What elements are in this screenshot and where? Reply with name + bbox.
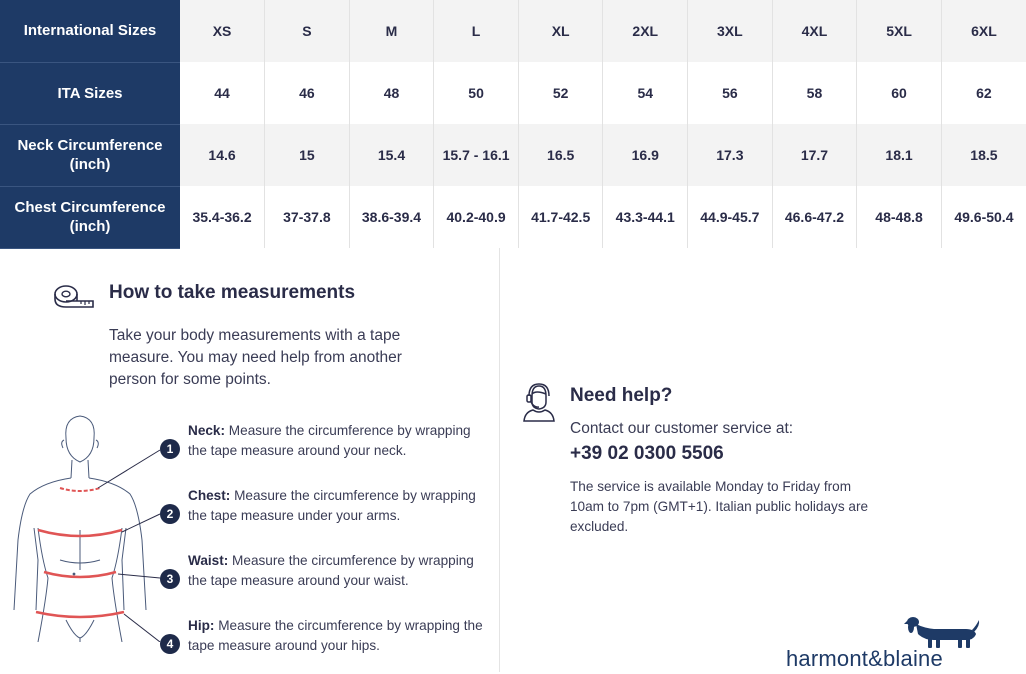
step-name: Hip: bbox=[188, 618, 215, 633]
table-cell: 44 bbox=[180, 62, 265, 124]
customer-service-agent-icon bbox=[522, 382, 556, 422]
table-cell: 4XL bbox=[772, 0, 857, 62]
brand-logo-text[interactable]: harmont&blaine bbox=[786, 646, 943, 671]
table-cell: 35.4-36.2 bbox=[180, 186, 265, 248]
measurement-step bbox=[188, 616, 488, 656]
table-cell: 60 bbox=[857, 62, 942, 124]
table-row bbox=[0, 62, 1026, 124]
measurements-intro: Take your body measurements with a tape measure. You may need help from another person for some points. bbox=[109, 327, 402, 388]
size-table bbox=[0, 0, 1026, 249]
table-cell: 41.7-42.5 bbox=[518, 186, 603, 248]
table-cell: 56 bbox=[688, 62, 773, 124]
table-cell: 17.7 bbox=[772, 124, 857, 186]
step-description: Measure the circumference by wrapping the tape measure under your arms. bbox=[188, 488, 476, 523]
table-cell: 15.7 - 16.1 bbox=[434, 124, 519, 186]
section-divider bbox=[499, 248, 500, 672]
step-number-badge: 3 bbox=[160, 569, 180, 589]
table-cell: L bbox=[434, 0, 519, 62]
step-name: Neck: bbox=[188, 423, 226, 438]
table-cell: 50 bbox=[434, 62, 519, 124]
table-cell: 2XL bbox=[603, 0, 688, 62]
step-name: Chest: bbox=[188, 488, 231, 503]
table-cell: 16.5 bbox=[518, 124, 603, 186]
table-cell: 44.9-45.7 bbox=[688, 186, 773, 248]
table-cell: XS bbox=[180, 0, 265, 62]
measurements-title: How to take measurements bbox=[109, 282, 356, 303]
table-cell: 38.6-39.4 bbox=[349, 186, 434, 248]
table-row bbox=[0, 186, 1026, 248]
service-hours-text: The service is available Monday to Friday from 10am to 7pm (GMT+1). Italian public holidays are excluded. bbox=[570, 479, 869, 534]
step-description: Measure the circumference by wrapping the tape measure around your neck. bbox=[188, 423, 471, 458]
step-name: Waist: bbox=[188, 553, 229, 568]
table-cell: 6XL bbox=[941, 0, 1026, 62]
row-header: ITA Sizes bbox=[0, 62, 180, 124]
table-cell: 14.6 bbox=[180, 124, 265, 186]
table-cell: 46.6-47.2 bbox=[772, 186, 857, 248]
phone-number-link[interactable]: +39 02 0300 5506 bbox=[570, 443, 724, 464]
table-cell: 58 bbox=[772, 62, 857, 124]
measurement-step bbox=[188, 421, 488, 461]
step-description: Measure the circumference by wrapping the tape measure around your waist. bbox=[188, 553, 474, 588]
help-contact-text: Contact our customer service at: bbox=[570, 420, 794, 437]
measurement-step bbox=[188, 551, 488, 591]
table-cell: 5XL bbox=[857, 0, 942, 62]
row-header: Chest Circumference (inch) bbox=[0, 186, 180, 248]
table-cell: 16.9 bbox=[603, 124, 688, 186]
step-number-badge: 1 bbox=[160, 439, 180, 459]
row-header: International Sizes bbox=[0, 0, 180, 62]
table-cell: 49.6-50.4 bbox=[941, 186, 1026, 248]
table-cell: S bbox=[265, 0, 350, 62]
measurement-step bbox=[188, 486, 488, 526]
table-cell: 37-37.8 bbox=[265, 186, 350, 248]
help-title: Need help? bbox=[570, 385, 673, 406]
step-number-badge: 2 bbox=[160, 504, 180, 524]
table-cell: 17.3 bbox=[688, 124, 773, 186]
row-header: Neck Circumference (inch) bbox=[0, 124, 180, 186]
table-row bbox=[0, 124, 1026, 186]
table-cell: 43.3-44.1 bbox=[603, 186, 688, 248]
table-cell: 48-48.8 bbox=[857, 186, 942, 248]
tape-measure-icon bbox=[53, 283, 95, 309]
table-cell: 3XL bbox=[688, 0, 773, 62]
table-cell: XL bbox=[518, 0, 603, 62]
table-cell: 15.4 bbox=[349, 124, 434, 186]
table-cell: 48 bbox=[349, 62, 434, 124]
table-cell: 54 bbox=[603, 62, 688, 124]
step-description: Measure the circumference by wrapping the tape measure around your hips. bbox=[188, 618, 483, 653]
step-number-badge: 4 bbox=[160, 634, 180, 654]
table-cell: 62 bbox=[941, 62, 1026, 124]
table-cell: 52 bbox=[518, 62, 603, 124]
table-cell: 18.5 bbox=[941, 124, 1026, 186]
table-cell: 15 bbox=[265, 124, 350, 186]
table-cell: 18.1 bbox=[857, 124, 942, 186]
table-cell: 40.2-40.9 bbox=[434, 186, 519, 248]
table-row bbox=[0, 0, 1026, 62]
table-cell: M bbox=[349, 0, 434, 62]
table-cell: 46 bbox=[265, 62, 350, 124]
